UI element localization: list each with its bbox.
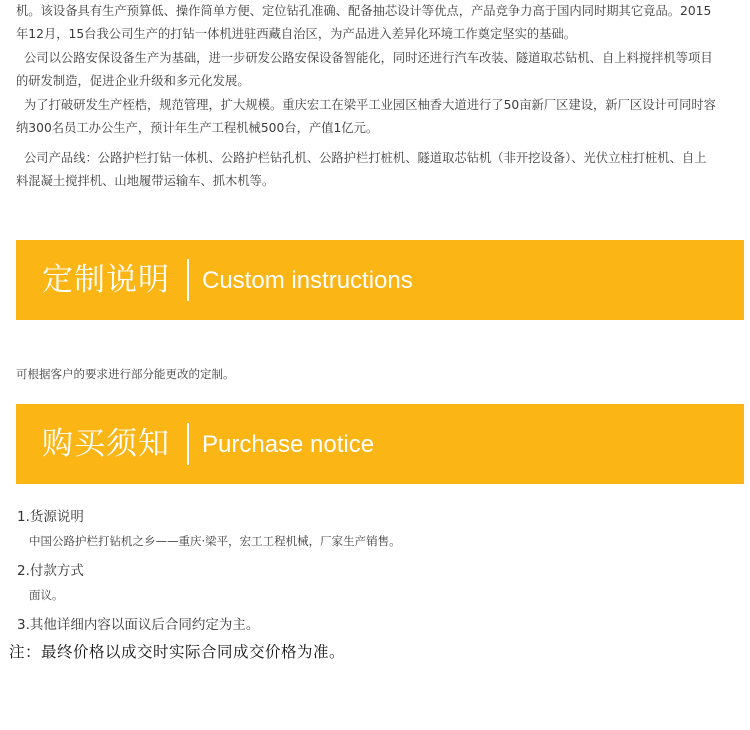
custom-banner-title-zh: 定制说明 [42,262,170,298]
intro-p3-line2: 纳300名员工办公生产，预计年生产工程机械500台，产值1亿元。 [16,121,379,135]
banner-divider [187,423,189,465]
banner-divider [187,259,189,301]
intro-paragraph-3 [16,94,742,140]
notice-item-1-title: 1.货源说明 [17,509,84,525]
intro-paragraph-4 [16,147,742,193]
custom-banner-title-en: Custom instructions [202,267,413,294]
intro-p3-line1: 为了打破研发生产桎梏，规范管理，扩大规模。重庆宏工在梁平工业园区柚香大道进行了50亩新厂区建设，新厂区设计可同时容 [24,98,716,112]
notice-item-2-title: 2.付款方式 [17,563,84,579]
notice-item-2-text: 面议。 [29,588,64,602]
intro-p1-line2: 年12月，15台我公司生产的打钻一体机进驻西藏自治区，为产品进入差异化环境工作奠定坚实的基础。 [16,27,577,41]
intro-paragraph-1 [16,0,742,46]
notice-item-1-text: 中国公路护栏打钻机之乡——重庆·梁平，宏工工程机械，厂家生产销售。 [29,534,401,548]
purchase-notice-banner [16,404,744,484]
intro-paragraph-2 [16,47,742,93]
intro-p2-line1: 公司以公路安保设备生产为基础，进一步研发公路安保设备智能化，同时还进行汽车改装、隧道取芯钻机、自上料搅拌机等项目 [24,51,713,65]
custom-instructions-banner [16,240,744,320]
notice-item-3-title: 3.其他详细内容以面议后合同约定为主。 [17,617,260,633]
purchase-banner-title-en: Purchase notice [202,431,375,458]
custom-instructions-text: 可根据客户的要求进行部分能更改的定制。 [16,367,235,381]
purchase-banner-title-zh: 购买须知 [42,426,170,462]
intro-p1-line1: 机。该设备具有生产预算低、操作简单方便、定位钻孔准确、配备抽芯设计等优点，产品竞争力高于国内同时期其它竟品。2015 [16,4,712,18]
intro-p2-line2: 的研发制造，促进企业升级和多元化发展。 [16,74,250,88]
intro-p4-line1: 公司产品线：公路护栏打钻一体机、公路护栏钻孔机、公路护栏打桩机、隧道取芯钻机（非开挖设备）、光伏立柱打桩机、自上 [24,151,707,165]
final-price-note: 注：最终价格以成交时实际合同成交价格为准。 [9,643,346,661]
intro-p4-line2: 料混凝土搅拌机、山地履带运输车、抓木机等。 [16,174,275,188]
